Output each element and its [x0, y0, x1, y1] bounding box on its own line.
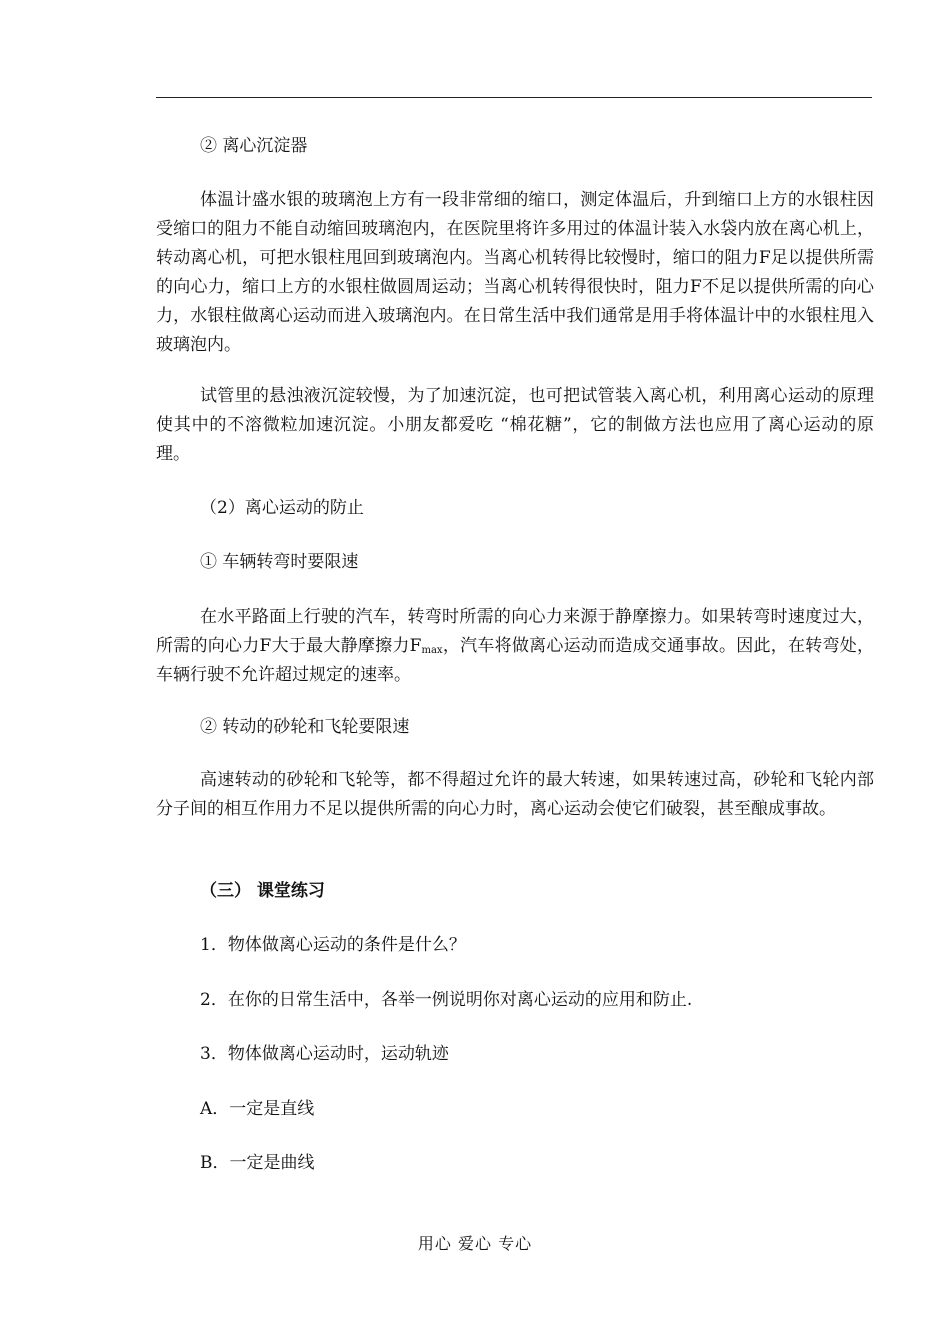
- fmax-subscript: max: [421, 645, 443, 656]
- prevention-heading-1: ① 车辆转弯时要限速: [200, 552, 359, 572]
- paragraph-thermometer: 体温计盛水银的玻璃泡上方有一段非常细的缩口，测定体温后，升到缩口上方的水银柱因受缩口的阻力不能自动缩回玻璃泡内，在医院里将许多用过的体温计装入水袋内放在离心机上，转动离心机，可把水银柱甩回到玻璃泡内。当离心机转得比较慢时，缩口的阻力F足以提供所需的向心力，缩口上方的水银柱做圆周运动；当离心机转得很快时，阻力F不足以提供所需的向心力，水银柱做离心运动而进入玻璃泡内。在日常生活中我们通常是用手将体温计中的水银柱甩入玻璃泡内。: [156, 190, 874, 355]
- question-3: 3．物体做离心运动时，运动轨迹: [200, 1044, 449, 1064]
- section-heading-prevention: （2）离心运动的防止: [200, 498, 364, 518]
- header-rule: [156, 97, 872, 98]
- paragraph-wheel: 高速转动的砂轮和飞轮等，都不得超过允许的最大转速，如果转速过高，砂轮和飞轮内部分子间的相互作用力不足以提供所需的向心力时，离心运动会使它们破裂，甚至酿成事故。: [156, 770, 874, 819]
- paragraph-car: [156, 603, 874, 690]
- application-heading-2: ② 离心沉淀器: [200, 136, 308, 156]
- page-footer: 用心 爱心 专心: [417, 1234, 533, 1253]
- question-2: 2．在你的日常生活中，各举一例说明你对离心运动的应用和防止.: [200, 990, 693, 1010]
- option-b: B．一定是曲线: [200, 1153, 315, 1173]
- section-heading-exercise: （三） 课堂练习: [200, 881, 325, 901]
- option-a: A．一定是直线: [200, 1099, 315, 1119]
- question-1: 1．物体做离心运动的条件是什么？: [200, 935, 466, 955]
- paragraph-car-part1: 在水平路面上行驶的汽车，转弯时所需的向心力来源于静摩擦力。如果转弯时速度过大，所需的向心力F大于最大静摩擦力F: [156, 607, 874, 656]
- prevention-heading-2: ② 转动的砂轮和飞轮要限速: [200, 717, 410, 737]
- paragraph-car-part2: ，汽车将做离心运动而造成交通事故。因此，在转弯处，车辆行驶不允许超过规定的速率。: [156, 636, 875, 685]
- paragraph-test-tube: 试管里的悬浊液沉淀较慢，为了加速沉淀，也可把试管装入离心机，利用离心运动的原理使其中的不溶微粒加速沉淀。小朋友都爱吃 “棉花糖”，它的制做方法也应用了离心运动的原理。: [156, 386, 874, 464]
